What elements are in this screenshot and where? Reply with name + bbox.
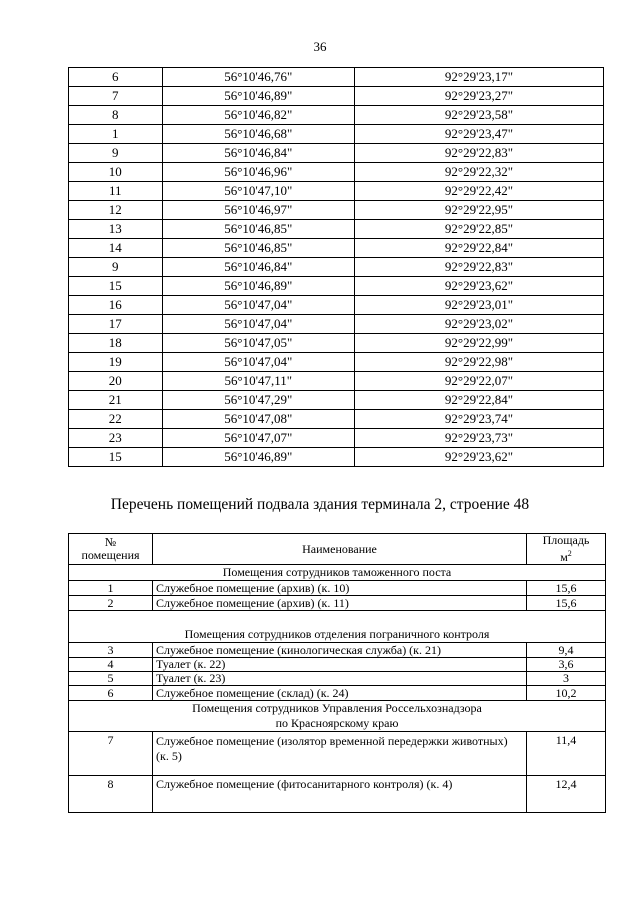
latitude-cell: 56°10'46,84" (162, 258, 354, 277)
longitude-cell: 92°29'22,99" (354, 334, 603, 353)
room-name: Туалет (к. 22) (153, 658, 527, 672)
point-number: 22 (69, 410, 163, 429)
point-number: 17 (69, 315, 163, 334)
header-number (69, 534, 153, 565)
group-border-control: Помещения сотрудников отделения пограничного контроля (69, 611, 606, 643)
group-rosselkhoznadzor-line2: по Красноярскому краю (275, 716, 399, 730)
latitude-cell: 56°10'46,89" (162, 87, 354, 106)
table-row (69, 732, 606, 776)
point-number: 14 (69, 239, 163, 258)
point-number: 8 (69, 106, 163, 125)
table-row (69, 125, 604, 144)
group-customs: Помещения сотрудников таможенного поста (69, 565, 606, 581)
table-row (69, 144, 604, 163)
room-name: Служебное помещение (склад) (к. 24) (153, 686, 527, 701)
longitude-cell: 92°29'22,95" (354, 201, 603, 220)
room-number: 5 (69, 672, 153, 686)
group-row (69, 701, 606, 732)
table-row (69, 686, 606, 701)
group-rosselkhoznadzor-line1: Помещения сотрудников Управления Россельхознадзора (192, 701, 482, 715)
latitude-cell: 56°10'46,97" (162, 201, 354, 220)
header-area-sup: 2 (567, 549, 572, 558)
point-number: 21 (69, 391, 163, 410)
table-row (69, 448, 604, 467)
header-area-label: Площадь (542, 533, 590, 547)
point-number: 19 (69, 353, 163, 372)
latitude-cell: 56°10'46,82" (162, 106, 354, 125)
room-area: 15,6 (527, 596, 606, 611)
longitude-cell: 92°29'22,84" (354, 239, 603, 258)
table-row (69, 643, 606, 658)
room-number: 7 (69, 732, 153, 776)
point-number: 18 (69, 334, 163, 353)
latitude-cell: 56°10'46,68" (162, 125, 354, 144)
room-name: Служебное помещение (кинологическая служба) (к. 21) (153, 643, 527, 658)
rooms-header-row (69, 534, 606, 565)
point-number: 7 (69, 87, 163, 106)
table-row (69, 581, 606, 596)
room-area: 3,6 (527, 658, 606, 672)
rooms-table (68, 533, 606, 813)
room-name: Служебное помещение (изолятор временной передержки животных) (к. 5) (153, 732, 527, 776)
point-number: 16 (69, 296, 163, 315)
longitude-cell: 92°29'23,62" (354, 448, 603, 467)
table-row (69, 163, 604, 182)
room-area: 12,4 (527, 776, 606, 813)
room-number: 2 (69, 596, 153, 611)
group-row (69, 565, 606, 581)
latitude-cell: 56°10'46,96" (162, 163, 354, 182)
table-row (69, 239, 604, 258)
page-number: 36 (313, 39, 327, 54)
latitude-cell: 56°10'46,89" (162, 277, 354, 296)
table-row (69, 87, 604, 106)
longitude-cell: 92°29'22,32" (354, 163, 603, 182)
room-number: 1 (69, 581, 153, 596)
room-number: 8 (69, 776, 153, 813)
longitude-cell: 92°29'23,27" (354, 87, 603, 106)
point-number: 12 (69, 201, 163, 220)
room-area: 3 (527, 672, 606, 686)
table-row (69, 334, 604, 353)
latitude-cell: 56°10'47,08" (162, 410, 354, 429)
longitude-cell: 92°29'22,84" (354, 391, 603, 410)
longitude-cell: 92°29'23,01" (354, 296, 603, 315)
latitude-cell: 56°10'47,11" (162, 372, 354, 391)
room-name: Служебное помещение (фитосанитарного контроля) (к. 4) (153, 776, 527, 813)
latitude-cell: 56°10'47,04" (162, 296, 354, 315)
table-row (69, 429, 604, 448)
latitude-cell: 56°10'46,84" (162, 144, 354, 163)
header-area (527, 534, 606, 565)
group-row (69, 611, 606, 643)
longitude-cell: 92°29'22,83" (354, 258, 603, 277)
point-number: 11 (69, 182, 163, 201)
latitude-cell: 56°10'47,04" (162, 315, 354, 334)
longitude-cell: 92°29'22,07" (354, 372, 603, 391)
latitude-cell: 56°10'47,29" (162, 391, 354, 410)
table-row (69, 596, 606, 611)
table-row (69, 776, 606, 813)
latitude-cell: 56°10'47,04" (162, 353, 354, 372)
table-row (69, 258, 604, 277)
table-row (69, 182, 604, 201)
longitude-cell: 92°29'23,02" (354, 315, 603, 334)
point-number: 15 (69, 448, 163, 467)
table-row (69, 353, 604, 372)
point-number: 9 (69, 144, 163, 163)
latitude-cell: 56°10'46,89" (162, 448, 354, 467)
header-number-symbol: № (104, 535, 117, 549)
header-name: Наименование (153, 534, 527, 565)
longitude-cell: 92°29'23,58" (354, 106, 603, 125)
longitude-cell: 92°29'23,47" (354, 125, 603, 144)
header-area-unit: м (560, 550, 568, 564)
room-number: 3 (69, 643, 153, 658)
room-name: Служебное помещение (архив) (к. 11) (153, 596, 527, 611)
longitude-cell: 92°29'22,42" (354, 182, 603, 201)
table-row (69, 391, 604, 410)
latitude-cell: 56°10'47,10" (162, 182, 354, 201)
room-number: 4 (69, 658, 153, 672)
longitude-cell: 92°29'23,62" (354, 277, 603, 296)
room-number: 6 (69, 686, 153, 701)
point-number: 9 (69, 258, 163, 277)
latitude-cell: 56°10'46,76" (162, 68, 354, 87)
point-number: 13 (69, 220, 163, 239)
room-area: 11,4 (527, 732, 606, 776)
table-row (69, 201, 604, 220)
section-title: Перечень помещений подвала здания терминала 2, строение 48 (110, 496, 530, 513)
table-row (69, 220, 604, 239)
room-name: Служебное помещение (архив) (к. 10) (153, 581, 527, 596)
point-number: 15 (69, 277, 163, 296)
longitude-cell: 92°29'23,73" (354, 429, 603, 448)
longitude-cell: 92°29'22,98" (354, 353, 603, 372)
room-area: 15,6 (527, 581, 606, 596)
group-rosselkhoznadzor (69, 701, 606, 732)
table-row (69, 672, 606, 686)
point-number: 10 (69, 163, 163, 182)
longitude-cell: 92°29'23,17" (354, 68, 603, 87)
longitude-cell: 92°29'22,85" (354, 220, 603, 239)
table-row (69, 277, 604, 296)
room-name: Туалет (к. 23) (153, 672, 527, 686)
latitude-cell: 56°10'46,85" (162, 220, 354, 239)
room-area: 10,2 (527, 686, 606, 701)
table-row (69, 658, 606, 672)
coordinates-table (68, 67, 604, 467)
longitude-cell: 92°29'22,83" (354, 144, 603, 163)
table-row (69, 315, 604, 334)
point-number: 6 (69, 68, 163, 87)
table-row (69, 372, 604, 391)
table-row (69, 106, 604, 125)
latitude-cell: 56°10'47,05" (162, 334, 354, 353)
point-number: 20 (69, 372, 163, 391)
latitude-cell: 56°10'47,07" (162, 429, 354, 448)
table-row (69, 410, 604, 429)
table-row (69, 296, 604, 315)
latitude-cell: 56°10'46,85" (162, 239, 354, 258)
point-number: 23 (69, 429, 163, 448)
longitude-cell: 92°29'23,74" (354, 410, 603, 429)
header-number-label: помещения (81, 548, 140, 562)
table-row (69, 68, 604, 87)
room-area: 9,4 (527, 643, 606, 658)
point-number: 1 (69, 125, 163, 144)
